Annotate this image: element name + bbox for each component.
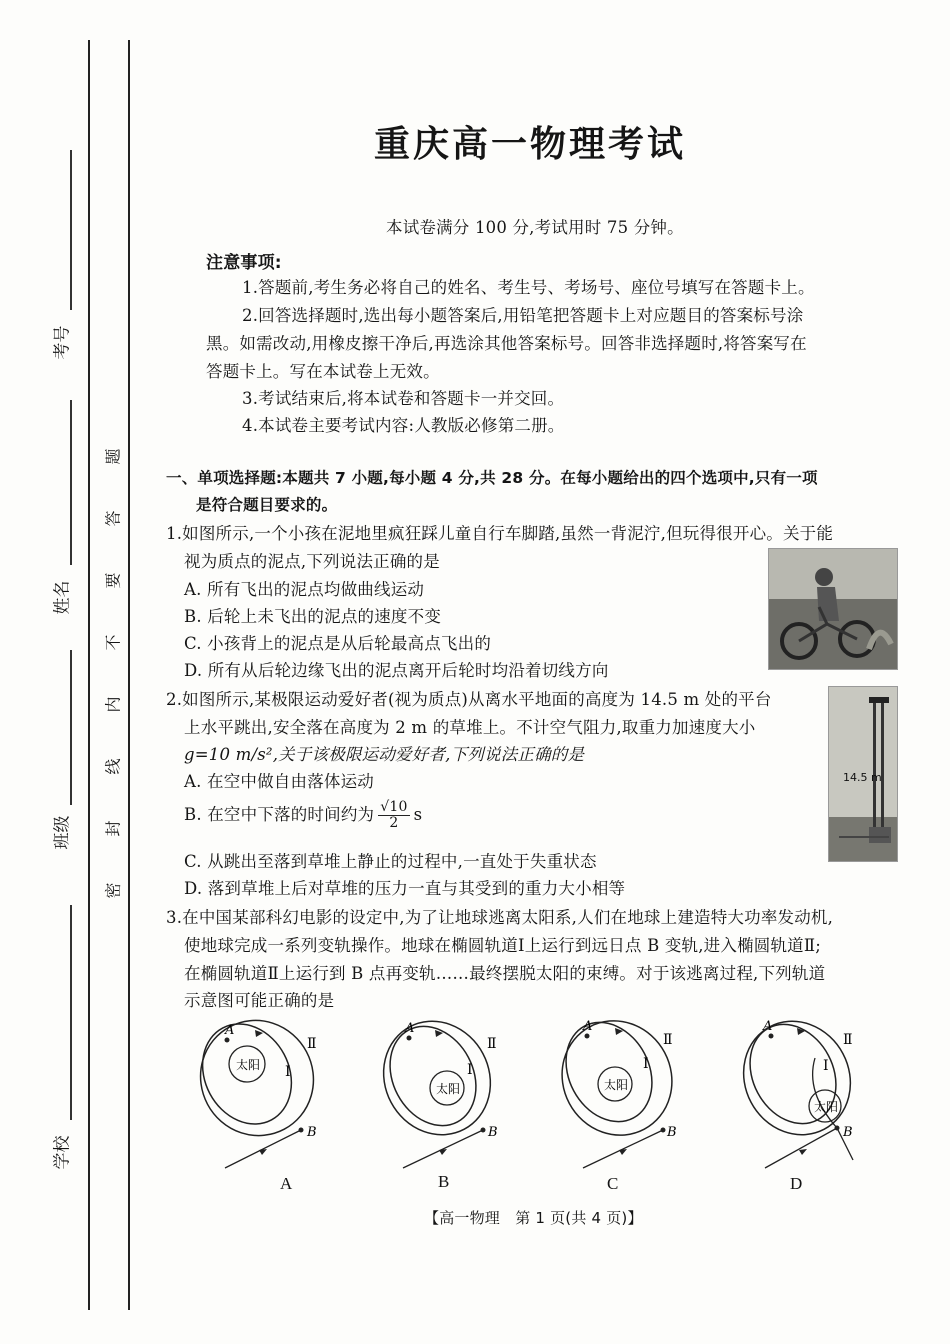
point-a-label: A [225,1023,235,1038]
section-heading-cont: 是符合题目要求的。 [196,496,338,514]
q3-option-c-caption: C [607,1174,619,1193]
q2-option-b-fraction [378,800,409,831]
q1-option-c: C. 小孩背上的泥点是从后轮最高点飞出的 [184,634,492,653]
q3-diagram-c [555,1012,695,1172]
q3-option-d-caption: D [790,1174,803,1193]
section-heading: 一、单项选择题:本题共 7 小题,每小题 4 分,共 28 分。在每小题给出的四个选项中,只有一项 [166,469,818,487]
q1-option-a: A. 所有飞出的泥点均做曲线运动 [184,580,425,599]
sun-label: 太阳 [236,1058,261,1072]
q1-option-b: B. 后轮上未飞出的泥点的速度不变 [184,607,442,626]
notice-line: 4.本试卷主要考试内容:人教版必修第二册。 [242,416,565,435]
point-a-label: A [583,1019,593,1034]
margin-line-inner [128,40,130,1310]
q3-diagram-b [375,1012,515,1172]
exam-no-label: 考号 [52,325,73,360]
point-a-label: A [405,1021,415,1036]
fraction-denominator: 2 [389,815,399,831]
q3-stem-cont: 使地球完成一系列变轨操作。地球在椭圆轨道Ⅰ上运行到远日点 B 变轨,进入椭圆轨道Ⅱ; [184,936,822,955]
q2-stem: 2.如图所示,某极限运动爱好者(视为质点)从离水平地面的高度为 14.5 m 处的平台 [166,690,772,709]
seal-char: 内 [103,696,123,713]
q2-stem-cont: g=10 m/s²,关于该极限运动爱好者,下列说法正确的是 [184,745,585,764]
seal-char: 密 [103,882,123,899]
orbit-1-label: Ⅰ [643,1056,649,1072]
q3-stem-cont: 示意图可能正确的是 [184,991,335,1010]
point-b-label: B [667,1125,677,1140]
seal-char: 答 [103,510,123,527]
q3-diagram-a [195,1012,335,1172]
school-blank[interactable] [70,905,72,1120]
name-label: 姓名 [52,580,73,615]
seal-char: 要 [103,572,123,589]
notice-line: 3.考试结束后,将本试卷和答题卡一并交回。 [242,389,565,408]
q3-diagram-d [735,1012,875,1172]
fraction-numerator: √10 [380,799,408,815]
notice-line: 1.答题前,考生务必将自己的姓名、考生号、考场号、座位号填写在答题卡上。 [242,278,815,297]
notice-line: 2.回答选择题时,选出每小题答案后,用铅笔把答题卡上对应题目的答案标号涂 [242,306,804,325]
q1-stem: 1.如图所示,一个小孩在泥地里疯狂踩儿童自行车脚踏,虽然一背泥泞,但玩得很开心。关于能 [166,524,834,543]
orbit-2-label: Ⅱ [487,1036,497,1052]
q3-option-a-caption: A [280,1174,293,1193]
exam-subtitle: 本试卷满分 100 分,考试用时 75 分钟。 [386,218,684,237]
orbit-1-label: Ⅰ [823,1058,829,1074]
notice-line: 答题卡上。写在本试卷上无效。 [206,362,440,381]
point-b-label: B [843,1125,853,1140]
point-a-label: A [763,1019,773,1034]
q2-option-d: D. 落到草堆上后对草堆的压力一直与其受到的重力大小相等 [184,879,626,898]
exam-no-blank[interactable] [70,150,72,310]
q1-option-d: D. 所有从后轮边缘飞出的泥点离开后轮时均沿着切线方向 [184,661,609,680]
seal-char: 不 [103,634,123,651]
orbit-1-label: Ⅰ [467,1062,473,1078]
seal-char: 线 [103,758,123,775]
class-blank[interactable] [70,650,72,805]
sun-label: 太阳 [436,1082,461,1096]
q1-child-bicycle-photo [768,548,898,670]
q3-option-b-caption: B [438,1172,450,1191]
q2-jump-platform-photo [828,686,898,862]
q2-option-a: A. 在空中做自由落体运动 [184,772,375,791]
seal-char: 封 [103,820,123,837]
q2-option-c: C. 从跳出至落到草堆上静止的过程中,一直处于失重状态 [184,852,597,871]
q2-option-b-unit: s [413,805,423,824]
q3-stem-cont: 在椭圆轨道Ⅱ上运行到 B 点再变轨……最终摆脱太阳的束缚。对于该逃离过程,下列轨道 [184,964,826,983]
q2-stem-cont: 上水平跳出,安全落在高度为 2 m 的草堆上。不计空气阻力,取重力加速度大小 [184,718,756,737]
orbit-2-label: Ⅱ [307,1036,317,1052]
q2-height-label: 14.5 m [843,771,882,784]
point-b-label: B [307,1125,317,1140]
page-title: 重庆高一物理考试 [373,124,686,165]
q2-option-b-text: B. 在空中下落的时间约为 [184,805,375,824]
q2-option-b [184,800,422,831]
q3-stem: 3.在中国某部科幻电影的设定中,为了让地球逃离太阳系,人们在地球上建造特大功率发动机, [166,908,834,927]
sun-label: 太阳 [814,1100,839,1114]
margin-line-outer [88,40,90,1310]
seal-char: 题 [103,448,123,465]
sun-label: 太阳 [604,1078,629,1092]
name-blank[interactable] [70,400,72,565]
q1-stem-cont: 视为质点的泥点,下列说法正确的是 [184,552,440,571]
notice-heading: 注意事项: [206,253,282,273]
orbit-1-label: Ⅰ [285,1064,291,1080]
notice-line: 黑。如需改动,用橡皮擦干净后,再选涂其他答案标号。回答非选择题时,将答案写在 [206,334,807,353]
point-b-label: B [488,1125,498,1140]
orbit-2-label: Ⅱ [663,1032,673,1048]
orbit-2-label: Ⅱ [843,1032,853,1048]
school-label: 学校 [52,1135,73,1170]
class-label: 班级 [52,815,73,850]
page-footer: 【高一物理 第 1 页(共 4 页)】 [424,1209,643,1227]
